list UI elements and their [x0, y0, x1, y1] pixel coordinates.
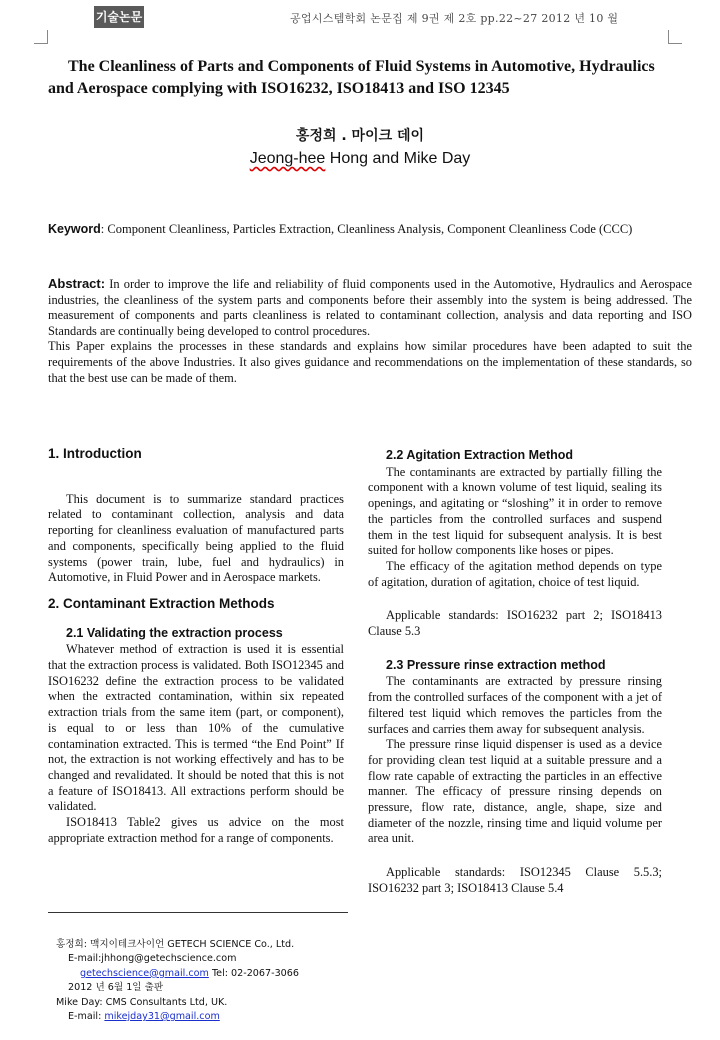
- footnote-divider: [48, 912, 348, 913]
- title-line-1: The Cleanliness of Parts and Components of Fluid Systems in Automotive, Hydraulics: [68, 58, 655, 75]
- agitation-paragraph-2: The efficacy of the agitation method depends on type of agitation, duration of agitation, choice of test liquid.: [368, 558, 662, 589]
- footnote-affiliation-1: 홍정희: 맥지이테크사이언 GETECH SCIENCE Co., Ltd.: [56, 939, 295, 950]
- pressure-rinse-paragraph-2: The pressure rinse liquid dispenser is used as a device for providing clean test liquid at a suitable pressure and a flow rate capable of extracting the particles in an effective manner. The efficacy of pressure rinsing depends on pressure, flow rate, distance, angle, shape, size and diameter of the nozzle, rinsing time and liquid volume per area unit.: [368, 737, 662, 846]
- right-column: [368, 448, 662, 897]
- abstract: [48, 276, 692, 386]
- keyword-label: Keyword: [48, 222, 101, 236]
- footnote-phone: Tel: 02-2067-3066: [208, 967, 299, 979]
- introduction-paragraph: This document is to summarize standard practices related to contaminant collection, analysis and data reporting for cleanliness evaluation of manufactured parts and components, specifically being applied to the fluid systems (power train, lube, fuel and hydraulics) in Automotive, in Fluid Power and in Aerospace markets.: [48, 491, 344, 585]
- author-first-name: Jeong-hee: [249, 150, 326, 167]
- footnote-email-label: E-mail:: [68, 1011, 105, 1023]
- subsection-heading-pressure-rinse: 2.3 Pressure rinse extraction method: [386, 657, 606, 672]
- crop-mark-right: [668, 30, 682, 44]
- footnote-email-2: [56, 1010, 356, 1024]
- subsection-heading-validating: 2.1 Validating the extraction process: [66, 625, 283, 640]
- footnote-email-link-1[interactable]: getechscience@gmail.com: [80, 967, 209, 979]
- authors-english: [0, 150, 720, 168]
- article-type-badge: 기술논문: [94, 6, 144, 28]
- footnote-email-link-2[interactable]: mikejday31@gmail.com: [104, 1011, 220, 1023]
- footnote-contact: [56, 967, 356, 981]
- abstract-paragraph-1: In order to improve the life and reliability of fluid components used in the Automotive, Hydraulics and Aerospace industries, the cleanliness of the system parts and components before their assembly into the system is being addressed. The measurement of components and parts cleanliness is related to contaminant collection, analysis and data reporting and ISO Standards are continually being developed to control procedures.: [48, 277, 692, 338]
- title-line-2: and Aerospace complying with ISO16232, ISO18413 and ISO 12345: [48, 80, 510, 97]
- keyword-text: : Component Cleanliness, Particles Extraction, Cleanliness Analysis, Component Cleanliness Code (CCC): [100, 222, 633, 236]
- validating-paragraph-1: Whatever method of extraction is used it is essential that the extraction process is validated. Both ISO12345 and ISO16232 define the extraction process to be validated when the extracted contamination, within six repeated extraction trials from the same item (part, or component), is equal to or less than 10% of the cumulative contamination extracted. This is termed “the End Point” If not, the extraction is not working effectively and has to be changed and revalidated. It should be noted that this is not a feature of ISO18413. All extractions perform should be validated.: [48, 642, 344, 814]
- crop-mark-left: [34, 30, 48, 44]
- author-rest: Hong and Mike Day: [325, 150, 471, 167]
- pressure-rinse-paragraph-1: The contaminants are extracted by pressure rinsing from the controlled surfaces of the component with a jet of filtered test liquid which removes the particles from the surfaces and carries them away for subsequent analysis.: [368, 674, 662, 736]
- abstract-paragraph-2: This Paper explains the processes in these standards and explains how similar procedures have been adapted to suit the requirements of the above Industries. It also gives guidance and recommendations on the implementation of these standards, so that the best use can be made of them.: [48, 339, 692, 385]
- validating-paragraph-2: ISO18413 Table2 gives us advice on the most appropriate extraction method for a range of components.: [48, 815, 344, 845]
- keywords: [48, 222, 688, 237]
- subsection-heading-agitation: 2.2 Agitation Extraction Method: [386, 448, 574, 462]
- paper-title: [48, 56, 718, 100]
- agitation-standards: Applicable standards: ISO16232 part 2; ISO18413 Clause 5.3: [368, 608, 662, 639]
- section-heading-introduction: 1. Introduction: [48, 446, 142, 461]
- abstract-label: Abstract:: [48, 276, 106, 291]
- footnote-affiliation-2: Mike Day: CMS Consultants Ltd, UK.: [56, 996, 228, 1008]
- footnote-publication-date: 2012 년 6월 1일 출판: [68, 982, 164, 994]
- author-footnote: [56, 938, 356, 1024]
- footnote-email-1: E-mail:jhhong@getechscience.com: [68, 953, 237, 965]
- authors-korean: 홍정희 . 마이크 데이: [295, 128, 425, 144]
- agitation-paragraph-1: The contaminants are extracted by partially filling the component with a known volume of test liquid, sealing its openings, and agitating or “sloshing” it in order to remove the particles from the controlled surfaces and suspend them in the test liquid for subsequent analysis. It is best suited for hollow components like hoses or pipes.: [368, 464, 662, 558]
- pressure-rinse-standards: Applicable standards: ISO12345 Clause 5.5.3; ISO16232 part 3; ISO18413 Clause 5.4: [368, 865, 662, 895]
- section-heading-extraction: 2. Contaminant Extraction Methods: [48, 595, 275, 611]
- journal-header: 공업시스템학회 논문집 제 9권 제 2호 pp.22~27 2012 년 10 월: [290, 12, 619, 25]
- left-column: [48, 446, 344, 846]
